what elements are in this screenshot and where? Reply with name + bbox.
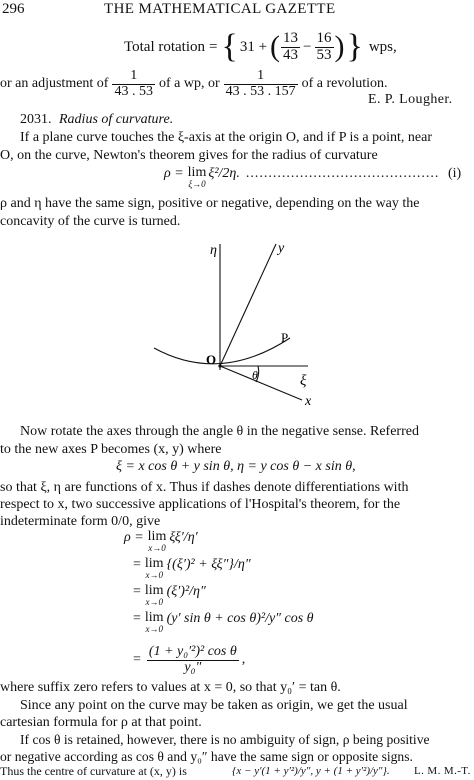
para5-line3: cartesian formula for ρ at that point. [0, 715, 202, 730]
origin-point [218, 364, 221, 367]
note-number: 2031. [20, 112, 52, 127]
para5-line6: Thus the centre of curvature at (x, y) is [0, 764, 187, 778]
label-xi: ξ [300, 373, 307, 389]
para2-line1: ρ and η have the same sign, positive or negative, depending on the way the [0, 196, 420, 211]
eq3-line3: = lim x→0 (ξ′)²/η″ [133, 583, 206, 607]
equation-centre: {x − y′(1 + y′²)/y″, y + (1 + y′²)/y″}. [232, 765, 390, 777]
eq-unit: wps, [368, 38, 397, 55]
note-title: Radius of curvature. [59, 112, 174, 127]
fraction-16-53: $\frac{16}{53}$ [316, 29, 332, 63]
author-signature-2: L. M. M.-T. [414, 765, 471, 777]
final-fraction: $\frac{\text{(1 + y₀′²)² cos θ}}{\text{y₀″}}$ [148, 643, 237, 675]
label-P: P [281, 330, 289, 345]
note-heading [20, 112, 173, 128]
equation-i: ρ = lim ξ→0 ξ²/2η. ........................................... [164, 165, 440, 189]
author-signature-1: E. P. Lougher. [368, 92, 453, 107]
limit: lim ξ→0 [187, 165, 207, 189]
eq3-line4: = lim x→0 (y′ sin θ + cos θ)²/y″ cos θ [133, 610, 314, 634]
para1-line2: O, on the curve, Newton's theorem gives for the radius of curvature [0, 148, 378, 163]
para5-line2: Since any point on the curve may be taken as origin, we get the usual [20, 698, 408, 713]
eq3-line1: ρ = lim x→0 ξξ′/η′ [124, 529, 198, 553]
para4-line3: indeterminate form 0/0, give [0, 514, 161, 529]
equation-total-rotation: Total rotation = { 31 + ( $\frac{13}{43}$ − $\frac{16}{53}$ ) } wps, [124, 28, 397, 65]
running-title: THE MATHEMATICAL GAZETTE [104, 1, 336, 17]
eq-lead: Total rotation [124, 38, 206, 55]
label-O: O [206, 352, 217, 367]
equation-rotation: ξ = x cos θ + y sin θ, η = y cos θ − x sin θ, [116, 459, 356, 474]
para2-line2: concavity of the curve is turned. [0, 214, 181, 229]
plane-curve [154, 338, 290, 364]
curvature-figure [150, 232, 340, 408]
limit: lim x→0 [144, 583, 164, 607]
page-number: 296 [2, 1, 25, 17]
x-axis [220, 366, 302, 400]
para3-line2: to the new axes P becomes (x, y) where [0, 442, 222, 457]
limit: lim x→0 [147, 529, 167, 553]
para4-line2: respect to x, two successive applications of l'Hospital's theorem, for the [0, 497, 401, 512]
eq3-line5: = $\frac{\text{(1 + y₀′²)² cos θ}}{\text{y₀″}}$ , [133, 643, 246, 675]
para5-line4: If cos θ is retained, however, there is no ambiguity of sign, ρ being positive [20, 732, 430, 747]
y-axis [220, 244, 276, 366]
para4-line1: so that ξ, η are functions of x. Thus if dashes denote differentiations with [0, 480, 409, 495]
label-x: x [305, 394, 312, 408]
label-eta: η [210, 243, 217, 258]
para3-line1: Now rotate the axes through the angle θ in the negative sense. Referred [20, 424, 419, 439]
fraction-1-4353157: $\frac{1}{43 . 53 . 157}$ [225, 67, 296, 99]
para1-line1: If a plane curve touches the ξ-axis at the origin O, and if P is a point, near [20, 130, 432, 145]
limit: lim x→0 [144, 556, 164, 580]
eq-prefix: 31 + [239, 38, 268, 55]
fraction-1-4353: $\frac{1}{43 . 53}$ [114, 67, 153, 99]
limit: lim x→0 [144, 610, 164, 634]
adjustment-line: or an adjustment of $\frac{1}{43 . 53}$ of a wp, or $\frac{1}{43 . 53 . 157}$ of a revolution. [0, 67, 388, 99]
fraction-13-43: $\frac{13}{43}$ [283, 29, 299, 63]
eq3-line2: = lim x→0 {(ξ′)² + ξξ″}/η″ [133, 556, 251, 580]
label-y: y [278, 241, 285, 256]
equation-tag-i: (i) [448, 166, 462, 181]
label-theta: θ [252, 368, 258, 382]
para5-line5: or negative according as cos θ and y₀″ have the same sign or opposite signs. [0, 749, 413, 764]
para5-line1: where suffix zero refers to values at x = 0, so that y₀′ = tan θ. [0, 680, 341, 695]
